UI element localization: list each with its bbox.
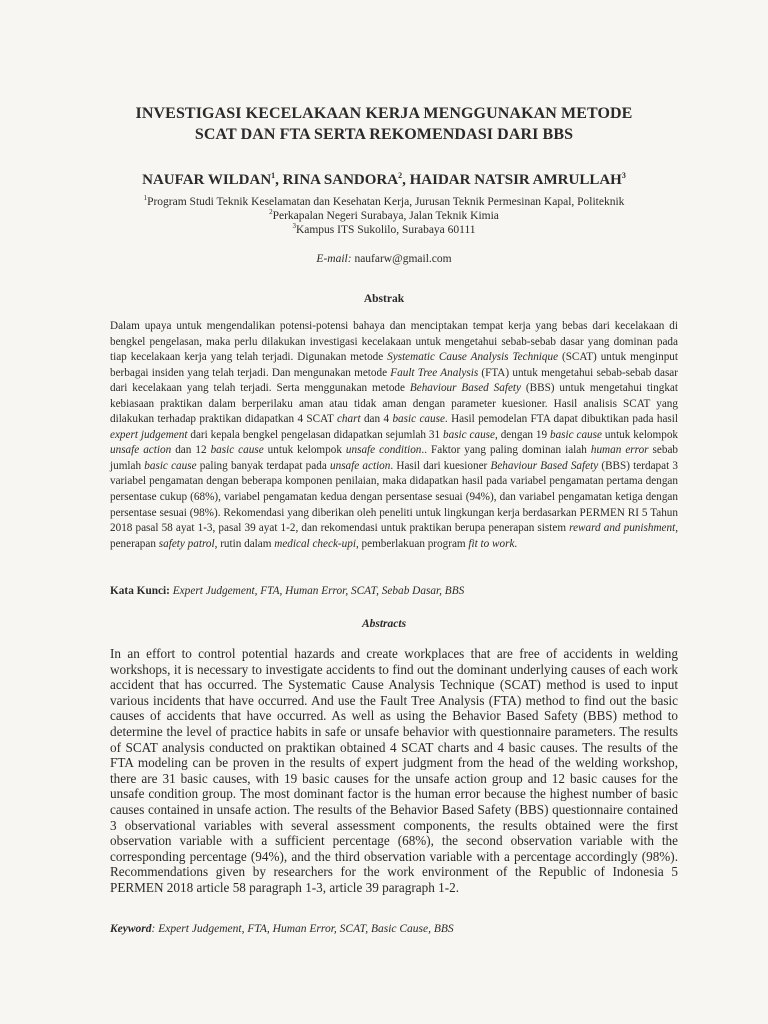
abstrak-text: (BBS) terdapat 3 variabel pengamatan dengan beberapa komponen penilaian, maka didapatkan hasil pada variabel pengamatan pertama dengan persentase cukup (68%), variabel pengamatan kedua dengan persentase sesuai (94%), dan variabel pengamatan ketiga dengan persentase sesuai (98%). Rekomendasi yang diberikan oleh peneliti untuk lingkungan kerja berdasarkan PERMEN RI 5 Tahun 2018 pasal 58 ayat 1-3, pasal 39 ayat 1-2, dan rekomendasi untuk praktikan berupa penerapan sistem [110,459,678,535]
abstrak-italic-term: Behaviour Based Safety [490,459,599,472]
title-line-2: SCAT DAN FTA SERTA REKOMENDASI DARI BBS [194,126,574,143]
abstrak-italic-term: reward and punishment [569,522,676,535]
abstrak-italic-term: basic cause [443,428,495,441]
affiliation-line [80,209,688,223]
abstrak-text: untuk kelompok [263,444,346,457]
affiliation-line [80,223,688,237]
abstrak-text: . Hasil pemodelan FTA dapat dibuktikan pada hasil [444,413,678,426]
abstrak-text: . [514,537,518,550]
abstrak-text: Dalam upaya untuk mengendalikan potensi-potensi bahaya dan menciptakan tempat kerja yang bebas dari kecelakaan di bengkel pengelasan, maka perlu dilakukan investigasi kecelakaan untuk mengetahui sebab-sebab dasar yang dominan pada tiap kecelakaan kerja yang telah terjadi. Digunakan metode [110,320,678,364]
abstrak-italic-term: fit to work [468,537,515,550]
abstrak-text: (SCAT) untuk menginput berbagai insiden yang telah terjadi. Dan mengunakan metode [110,351,678,379]
keyword-line [110,922,678,936]
author-sup: 1 [271,171,276,180]
abstrak-text: .. Faktor yang paling dominan ialah [421,444,591,457]
author-list [80,171,688,189]
abstrak-italic-term: human error [590,444,649,457]
keyword-values: : Expert Judgement, FTA, Human Error, SCAT, Basic Cause, BBS [151,923,454,935]
title-line-1: INVESTIGASI KECELAKAAN KERJA MENGGUNAKAN METODE [135,105,633,122]
author-separator: , [402,172,410,188]
paper-title [80,103,688,145]
abstrak-italic-term: safety patrol [158,537,215,550]
affiliation-sup: 3 [292,222,296,231]
affiliation-text: Kampus ITS Sukolilo, Surabaya 60111 [295,224,476,236]
author-name: RINA SANDORA [282,172,399,188]
abstracts-heading: Abstracts [361,618,407,630]
abstrak-italic-term: Systematic Cause Analysis Technique [387,351,559,364]
abstrak-text: (FTA) untuk mengetahui sebab-sebab dasar dari kecelakaan yang telah terjadi. Serta menggunakan metode [110,366,678,395]
abstrak-text: sebab jumlah [110,444,679,472]
author-sup: 3 [621,171,626,180]
author-name: HAIDAR NATSIR AMRULLAH [409,172,622,188]
kata-kunci-values: Expert Judgement, FTA, Human Error, SCAT, Sebab Dasar, BBS [169,585,465,597]
abstrak-italic-term: unsafe action [110,444,172,457]
author-name: NAUFAR WILDAN [142,172,272,188]
keyword-label: Keyword [110,923,152,935]
abstrak-text: untuk kelompok [601,428,679,441]
affiliation-text: Program Studi Teknik Keselamatan dan Kesehatan Kerja, Jurusan Teknik Permesinan Kapal, Politeknik [147,196,625,208]
email-line [80,252,688,266]
abstrak-italic-term: unsafe condition [345,444,422,457]
abstrak-italic-term: chart [336,413,361,426]
abstrak-italic-term: basic cause [549,428,602,441]
abstrak-text: dan 12 [171,444,211,457]
affiliation-sup: 2 [269,208,273,217]
author-separator: , [275,172,283,188]
abstrak-text: . Hasil dari kuesioner [390,459,491,472]
affiliation-sup: 1 [143,194,148,203]
kata-kunci-line [110,584,678,598]
email-address[interactable]: naufarw@gmail.com [351,253,452,265]
email-label: E-mail: [316,253,352,265]
abstrak-italic-term: basic cause [210,444,264,457]
abstrak-text: , pemberlakuan program [355,537,469,550]
abstrak-text: paling banyak terdapat pada [196,459,330,472]
abstrak-italic-term: medical check-upi [274,537,356,550]
abstrak-text: , penerapan [110,522,679,550]
abstrak-text: , dengan 19 [495,428,550,441]
abstrak-heading: Abstrak [363,293,405,305]
abstracts-body: In an effort to control potential hazards and create workplaces that are free of accidents in welding workshops, it is necessary to investigate accidents to find out the dominant underlying causes of each work accident that has occurred. The Systematic Cause Analysis Technique (SCAT) method is used to input various incidents that have occurred. And use the Fault Tree Analysis (FTA) method to find out the basic causes of accidents that have occurred. As well as using the Behavior Based Safety (BBS) method to determine the level of practice habits in safe or unsafe behavior with questionnaire parameters. The results of SCAT analysis conducted on praktikan obtained 4 SCAT charts and 4 basic causes. The results of the FTA modeling can be proven in the results of expert judgment from the head of the welding workshop, there are 31 basic causes, with 19 basic causes for the unsafe action group and 12 basic causes for the unsafe condition group. The most dominant factor is the human error because the highest number of basic causes contained in unsafe action. The results of the Behavior Based Safety (BBS) questionnaire contained 3 observational variables with several assessment components, the results obtained were the first observation variable with a sufficient percentage (68%), the second observation variable with the corresponding percentage (94%), and the third observation variable with a percentage accordingly (98%). Recommendations given by researchers for the work environment of the Republic of Indonesia 5 PERMEN 2018 article 58 paragraph 1-3, article 39 paragraph 1-2. [110,646,678,895]
author-sup: 2 [398,171,403,180]
abstrak-italic-term: basic cause [144,459,197,472]
abstrak-italic-term: Fault Tree Analysis [390,366,479,379]
abstrak-text: (BBS) untuk mengetahui tingkat kebiasaan praktikan dalam berperilaku aman atau tidak aman dengan parameter kuesioner. Hasil analisis SCAT yang dilakukan terhadap praktikan didapatkan 4 SCAT [110,382,679,426]
affiliation-text: Perkapalan Negeri Surabaya, Jalan Teknik Kimia [272,210,499,222]
abstrak-text: dari kepala bengkel pengelasan didapatkan sejumlah 31 [187,428,443,441]
abstrak-italic-term: expert judgement [110,428,188,441]
abstrak-text: dan 4 [360,413,393,426]
abstrak-italic-term: Behaviour Based Safety [409,382,522,395]
abstrak-text: , rutin dalam [214,537,275,550]
abstrak-body [110,319,678,552]
affiliation-line [80,195,688,209]
kata-kunci-label: Kata Kunci: [110,585,170,597]
abstrak-italic-term: basic cause [392,413,445,426]
abstrak-italic-term: unsafe action [330,459,391,472]
